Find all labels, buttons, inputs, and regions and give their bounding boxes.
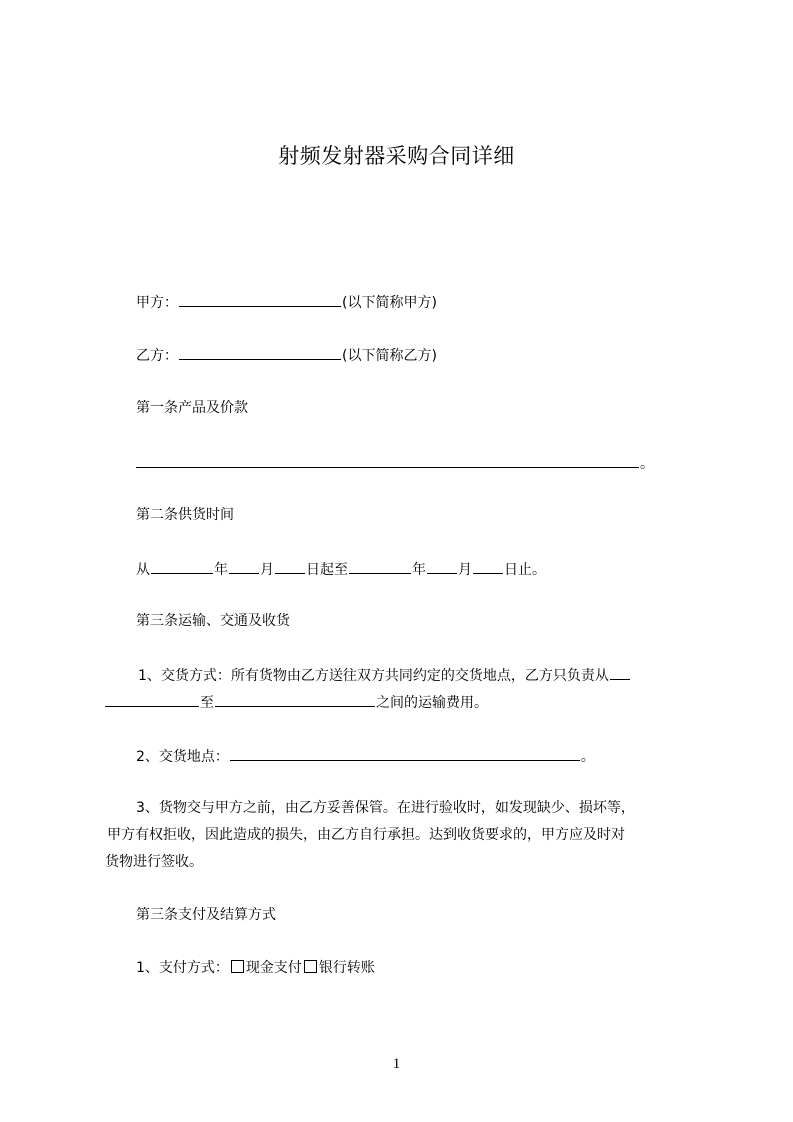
article4-heading: 第三条支付及结算方式 [136, 907, 276, 923]
page-number: 1 [392, 1056, 401, 1072]
product-price-blank[interactable] [136, 452, 639, 468]
document-title: 射频发射器采购合同详细 [278, 144, 515, 168]
delivery-method-line1 [138, 664, 631, 686]
year-text: 年 [214, 562, 228, 578]
party-b-line [136, 344, 437, 366]
party-b-suffix: (以下简称乙方) [342, 348, 437, 364]
article1-end: 。 [640, 456, 654, 472]
from-text: 从 [136, 562, 150, 578]
year2-text: 年 [412, 562, 426, 578]
supply-period-line [136, 558, 546, 580]
delivery-to-text: 至 [200, 695, 214, 711]
month-text: 月 [260, 562, 274, 578]
delivery-method-line2 [105, 691, 488, 713]
custody-line2: 甲方有权拒收，因此造成的损失，由乙方自行承担。达到收货要求的，甲方应及时对 [107, 827, 625, 843]
start-year-blank[interactable] [151, 558, 213, 574]
delivery-place-blank[interactable] [230, 745, 580, 761]
article3-heading: 第三条运输、交通及收货 [136, 613, 290, 629]
transport-from-blank-part1[interactable] [610, 664, 630, 680]
delivery-place-end: 。 [580, 749, 595, 765]
party-a-line [136, 291, 437, 313]
article1-line [136, 452, 654, 474]
delivery-method-text: 1、交货方式：所有货物由乙方送往双方共同约定的交货地点，乙方只负责从 [138, 668, 609, 684]
party-a-suffix: (以下简称甲方) [342, 295, 437, 311]
start-month-blank[interactable] [229, 558, 259, 574]
end-day-blank[interactable] [473, 558, 503, 574]
transport-from-blank[interactable] [105, 691, 199, 707]
delivery-place-label: 2、交货地点： [136, 749, 229, 765]
month2-text: 月 [458, 562, 472, 578]
transport-to-blank[interactable] [215, 691, 375, 707]
party-a-blank[interactable] [179, 291, 341, 307]
party-b-blank[interactable] [179, 344, 341, 360]
day-end-text: 日止。 [504, 562, 546, 578]
custody-line1: 3、货物交与甲方之前，由乙方妥善保管。在进行验收时，如发现缺少、损坏等， [136, 800, 635, 816]
end-year-blank[interactable] [349, 558, 411, 574]
party-a-label: 甲方： [136, 295, 178, 311]
custody-line3: 货物进行签收。 [105, 854, 203, 870]
delivery-cost-text: 之间的运输费用。 [376, 695, 488, 711]
article2-heading: 第二条供货时间 [136, 507, 234, 523]
delivery-place-line [136, 745, 595, 767]
cash-payment-label: 现金支付 [245, 960, 302, 976]
start-day-blank[interactable] [275, 558, 305, 574]
bank-transfer-label: 银行转账 [318, 960, 375, 976]
payment-method-line [136, 958, 375, 978]
bank-transfer-checkbox[interactable] [304, 960, 317, 973]
party-b-label: 乙方： [136, 348, 178, 364]
article1-heading: 第一条产品及价款 [136, 400, 248, 416]
day-from-text: 日起至 [306, 562, 348, 578]
cash-payment-checkbox[interactable] [231, 960, 244, 973]
end-month-blank[interactable] [427, 558, 457, 574]
payment-method-label: 1、支付方式： [136, 960, 229, 976]
